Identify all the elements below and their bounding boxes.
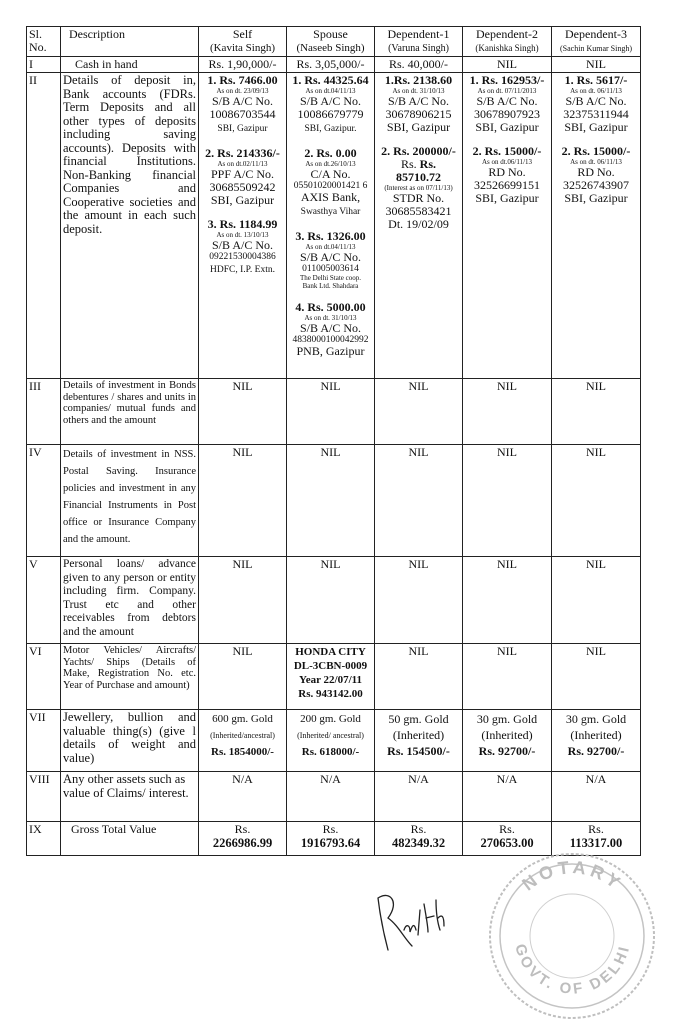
jewellery-amount: Rs. 1854000/- bbox=[211, 746, 274, 758]
cell-self: Rs. 1,90,000/- bbox=[199, 57, 287, 73]
header-self-name: (Kavita Singh) bbox=[209, 42, 276, 54]
cell-dep1: NIL bbox=[375, 644, 463, 710]
jewellery-amount: Rs. 154500/- bbox=[387, 744, 450, 758]
cell-dep2: NIL bbox=[463, 57, 552, 73]
cell-dep3: NIL bbox=[552, 445, 641, 557]
cell-dep3: 30 gm. Gold (Inherited) Rs. 92700/- bbox=[552, 710, 641, 772]
header-dep3-label: Dependent-3 bbox=[565, 27, 627, 41]
header-self-label: Self bbox=[232, 27, 253, 41]
header-dep2-name: (Kanishka Singh) bbox=[475, 43, 539, 53]
svg-text:NOTARY: NOTARY bbox=[518, 857, 627, 895]
row-sl: VIII bbox=[27, 772, 61, 822]
cell-dep3-total: Rs. 113317.00 bbox=[552, 822, 641, 856]
row-desc: Jewellery, bullion and valuable thing(s) (give l details of weight and value) bbox=[61, 710, 199, 772]
header-spouse bbox=[287, 27, 375, 57]
row-sl: II bbox=[27, 73, 61, 379]
cell-dep2: NIL bbox=[463, 379, 552, 445]
total-dep2: 270653.00 bbox=[480, 836, 534, 850]
cell-dep1: 50 gm. Gold (Inherited) Rs. 154500/- bbox=[375, 710, 463, 772]
total-spouse: 1916793.64 bbox=[300, 836, 361, 850]
row-desc: Personal loans/ advance given to any person or entity including firm. Company. Trust etc and other receivables from debtors and the amount bbox=[61, 557, 199, 644]
deposit-entry: 3. Rs. 1184.99 As on dt. 13/10/13 S/B A/C No. 09221530004386 HDFC, I.P. Extn. bbox=[207, 217, 278, 275]
cell-dep3: NIL bbox=[552, 557, 641, 644]
deposit-entry: 1.Rs. 2138.60 As on dt. 31/10/13 S/B A/C No. 30678906215 SBI, Gazipur bbox=[384, 73, 453, 134]
deposit-entry: 1. Rs. 5617/- As on dt. 06/11/13 S/B A/C No. 32375311944 SBI, Gazipur bbox=[563, 73, 629, 134]
header-dep2 bbox=[463, 27, 552, 57]
vehicle-registration: DL-3CBN-0009 bbox=[293, 660, 368, 672]
row-desc: Cash in hand bbox=[61, 57, 199, 73]
row-investments bbox=[27, 379, 641, 445]
cell-dep1: NIL bbox=[375, 557, 463, 644]
row-jewellery bbox=[27, 710, 641, 772]
cell-dep1-total: Rs. 482349.32 bbox=[375, 822, 463, 856]
vehicle-amount: Rs. 943142.00 bbox=[298, 688, 363, 700]
cell-dep2 bbox=[463, 73, 552, 379]
cell-spouse: N/A bbox=[287, 772, 375, 822]
row-sl: IV bbox=[27, 445, 61, 557]
vehicle-year: Year 22/07/11 bbox=[298, 674, 363, 686]
jewellery-amount: Rs. 92700/- bbox=[478, 744, 536, 758]
row-nss bbox=[27, 445, 641, 557]
deposit-entry: 1. Rs. 162953/- As on dt. 07/11/2013 S/B A/C No. 30678907923 SBI, Gazipur bbox=[469, 73, 545, 134]
row-other-assets bbox=[27, 772, 641, 822]
row-sl: IX bbox=[27, 822, 61, 856]
header-spouse-label: Spouse bbox=[313, 27, 348, 41]
interest-amount: Rs. 85710.72 bbox=[396, 157, 441, 184]
header-description: Description bbox=[61, 27, 199, 57]
cell-dep3: NIL bbox=[552, 57, 641, 73]
header-dep3 bbox=[552, 27, 641, 57]
notary-stamp bbox=[485, 848, 660, 1023]
cell-spouse: NIL bbox=[287, 557, 375, 644]
cell-self: 600 gm. Gold (Inherited/ancestral) Rs. 1854000/- bbox=[199, 710, 287, 772]
header-self bbox=[199, 27, 287, 57]
cell-self: N/A bbox=[199, 772, 287, 822]
vehicle-make: HONDA CITY bbox=[295, 646, 366, 658]
header-spouse-name: (Naseeb Singh) bbox=[296, 42, 365, 54]
cell-dep2: NIL bbox=[463, 445, 552, 557]
cell-self: NIL bbox=[199, 557, 287, 644]
total-self: 2266986.99 bbox=[212, 836, 273, 850]
row-sl: VII bbox=[27, 710, 61, 772]
deposit-entry: 1. Rs. 44325.64 As on dt.04/11/13 S/B A/C No. 10086679779 SBI, Gazipur. bbox=[292, 73, 369, 134]
deposit-entry: 2. Rs. 200000/- Rs. Rs. 85710.72 (Interest as on 07/11/13) STDR No. 30685583421 Dt. 19/02/09 bbox=[381, 144, 456, 231]
header-slno: Sl. No. bbox=[27, 27, 61, 57]
header-row bbox=[27, 27, 641, 57]
header-dep3-name: (Sachin Kumar Singh) bbox=[560, 44, 632, 53]
header-dep1 bbox=[375, 27, 463, 57]
row-desc: Details of investment in NSS. Postal Saving. Insurance policies and investment in any Financial Instruments in Post office or Insurance Company and the amount. bbox=[61, 445, 199, 557]
cell-dep1: NIL bbox=[375, 379, 463, 445]
total-dep1: 482349.32 bbox=[391, 836, 446, 850]
cell-spouse bbox=[287, 73, 375, 379]
cell-dep3: N/A bbox=[552, 772, 641, 822]
deposit-entry: 2. Rs. 15000/- As on dt. 06/11/13 RD No. 32526743907 SBI, Gazipur bbox=[561, 144, 631, 205]
cell-spouse: NIL bbox=[287, 445, 375, 557]
handwritten-signature bbox=[370, 880, 450, 960]
cell-spouse bbox=[287, 644, 375, 710]
row-sl: III bbox=[27, 379, 61, 445]
cell-dep3: NIL bbox=[552, 644, 641, 710]
cell-dep1: Rs. 40,000/- bbox=[375, 57, 463, 73]
cell-dep2: 30 gm. Gold (Inherited) Rs. 92700/- bbox=[463, 710, 552, 772]
cell-dep1: N/A bbox=[375, 772, 463, 822]
jewellery-amount: Rs. 92700/- bbox=[567, 744, 625, 758]
cell-self: NIL bbox=[199, 644, 287, 710]
cell-dep1 bbox=[375, 73, 463, 379]
cell-spouse: Rs. 3,05,000/- bbox=[287, 57, 375, 73]
row-desc: Details of investment in Bonds debentures / shares and units in companies/ mutual funds and others and the amount bbox=[61, 379, 199, 445]
header-dep1-name: (Varuna Singh) bbox=[388, 43, 449, 54]
header-dep2-label: Dependent-2 bbox=[476, 27, 538, 41]
cell-dep2: NIL bbox=[463, 644, 552, 710]
cell-dep1: NIL bbox=[375, 445, 463, 557]
total-dep3: 113317.00 bbox=[569, 836, 623, 850]
cell-dep2: NIL bbox=[463, 557, 552, 644]
row-sl: VI bbox=[27, 644, 61, 710]
cell-spouse-total: Rs. 1916793.64 bbox=[287, 822, 375, 856]
deposit-entry: 1. Rs. 7466.00 As on dt. 23/09/13 S/B A/C No. 10086703544 SBI, Gazipur bbox=[207, 73, 278, 134]
deposit-entry: 2. Rs. 214336/- As on dt.02/11/13 PPF A/C No. 30685509242 SBI, Gazipur bbox=[205, 146, 280, 207]
row-desc: Any other assets such as value of Claims/ interest. bbox=[61, 772, 199, 822]
deposit-entry: 2. Rs. 15000/- As on dt.06/11/13 RD No. 32526699151 SBI, Gazipur bbox=[472, 144, 542, 205]
svg-text:GOVT. OF DELHI: GOVT. OF DELHI bbox=[511, 941, 634, 998]
deposit-entry: 4. Rs. 5000.00 As on dt. 31/10/13 S/B A/C No. 4838000100042992 PNB, Gazipur bbox=[292, 300, 369, 358]
row-loans bbox=[27, 557, 641, 644]
deposit-entry: 2. Rs. 0.00 As on dt.26/10/13 C/A No. 05501020001421 6 AXIS Bank, Swasthya Vihar bbox=[293, 146, 368, 217]
row-desc: Details of deposit in, Bank accounts (FDRs. Term Deposits and all other types of deposits including saving accounts). Deposits with financial Institutions. Non-Banking financial Companies and Cooperative societies and the amount in each such deposit. bbox=[61, 73, 199, 379]
cell-dep3: NIL bbox=[552, 379, 641, 445]
cell-self-total: Rs. 2266986.99 bbox=[199, 822, 287, 856]
row-vehicles bbox=[27, 644, 641, 710]
asset-declaration-table bbox=[26, 26, 641, 856]
cell-spouse: 200 gm. Gold (Inherited/ ancestral) Rs. 618000/- bbox=[287, 710, 375, 772]
cell-dep3 bbox=[552, 73, 641, 379]
cell-self: NIL bbox=[199, 445, 287, 557]
row-desc: Gross Total Value bbox=[61, 822, 199, 856]
jewellery-amount: Rs. 618000/- bbox=[301, 746, 360, 758]
deposit-entry: 3. Rs. 1326.00 As on dt.04/11/13 S/B A/C No. 011005003614 The Delhi State coop. Bank Ltd. Shahdara bbox=[295, 229, 366, 290]
cell-self: NIL bbox=[199, 379, 287, 445]
cell-self bbox=[199, 73, 287, 379]
cell-spouse: NIL bbox=[287, 379, 375, 445]
row-desc: Motor Vehicles/ Aircrafts/ Yachts/ Ships (Details of Make, Registration No. etc. Year of Purchase and amount) bbox=[61, 644, 199, 710]
row-sl: V bbox=[27, 557, 61, 644]
row-deposits bbox=[27, 73, 641, 379]
cell-dep2-total: Rs. 270653.00 bbox=[463, 822, 552, 856]
cell-dep2: N/A bbox=[463, 772, 552, 822]
row-cash bbox=[27, 57, 641, 73]
row-sl: I bbox=[27, 57, 61, 73]
header-dep1-label: Dependent-1 bbox=[387, 27, 450, 41]
